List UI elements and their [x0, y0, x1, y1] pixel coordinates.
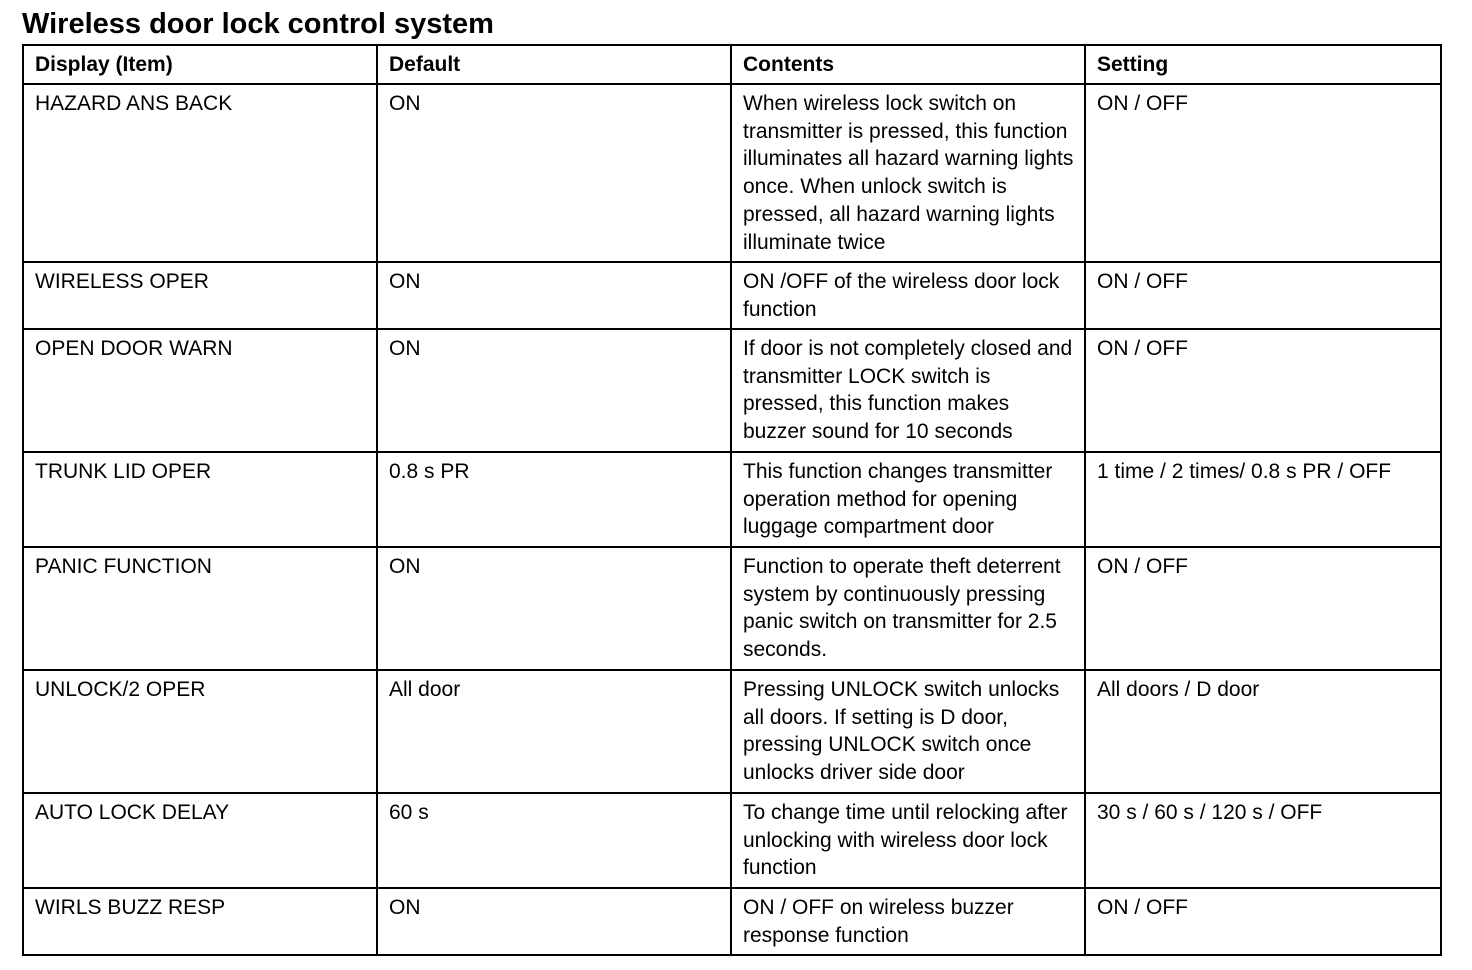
cell-setting: All doors / D door [1085, 670, 1441, 793]
header-default: Default [377, 45, 731, 84]
cell-item: WIRELESS OPER [23, 262, 377, 329]
cell-contents: If door is not completely closed and transmitter LOCK switch is pressed, this function makes buzzer sound for 10 seconds [731, 329, 1085, 452]
cell-default: ON [377, 547, 731, 670]
cell-contents: ON / OFF on wireless buzzer response function [731, 888, 1085, 955]
cell-item: PANIC FUNCTION [23, 547, 377, 670]
table-row [23, 670, 1441, 793]
cell-setting: 1 time / 2 times/ 0.8 s PR / OFF [1085, 452, 1441, 547]
cell-contents: To change time until relocking after unlocking with wireless door lock function [731, 793, 1085, 888]
header-setting: Setting [1085, 45, 1441, 84]
cell-default: 0.8 s PR [377, 452, 731, 547]
cell-default: ON [377, 84, 731, 262]
cell-contents: ON /OFF of the wireless door lock function [731, 262, 1085, 329]
cell-item: UNLOCK/2 OPER [23, 670, 377, 793]
cell-setting: ON / OFF [1085, 329, 1441, 452]
table-row [23, 329, 1441, 452]
cell-contents: This function changes transmitter operation method for opening luggage compartment door [731, 452, 1085, 547]
cell-contents: When wireless lock switch on transmitter is pressed, this function illuminates all hazard warning lights once. When unlock switch is pressed, all hazard warning lights illuminate twice [731, 84, 1085, 262]
cell-item: TRUNK LID OPER [23, 452, 377, 547]
table-row [23, 547, 1441, 670]
header-display-item: Display (Item) [23, 45, 377, 84]
cell-item: AUTO LOCK DELAY [23, 793, 377, 888]
cell-setting: ON / OFF [1085, 262, 1441, 329]
table-row [23, 84, 1441, 262]
cell-setting: 30 s / 60 s / 120 s / OFF [1085, 793, 1441, 888]
cell-default: All door [377, 670, 731, 793]
cell-default: ON [377, 262, 731, 329]
table-row [23, 262, 1441, 329]
cell-setting: ON / OFF [1085, 547, 1441, 670]
table-row [23, 793, 1441, 888]
cell-default: 60 s [377, 793, 731, 888]
settings-table [22, 44, 1442, 956]
cell-setting: ON / OFF [1085, 888, 1441, 955]
cell-contents: Function to operate theft deterrent system by continuously pressing panic switch on transmitter for 2.5 seconds. [731, 547, 1085, 670]
table-header-row [23, 45, 1441, 84]
cell-default: ON [377, 329, 731, 452]
header-contents: Contents [731, 45, 1085, 84]
page-title: Wireless door lock control system [22, 8, 494, 40]
cell-default: ON [377, 888, 731, 955]
table-row [23, 888, 1441, 955]
cell-item: OPEN DOOR WARN [23, 329, 377, 452]
cell-item: HAZARD ANS BACK [23, 84, 377, 262]
cell-contents: Pressing UNLOCK switch unlocks all doors. If setting is D door, pressing UNLOCK switch once unlocks driver side door [731, 670, 1085, 793]
cell-item: WIRLS BUZZ RESP [23, 888, 377, 955]
cell-setting: ON / OFF [1085, 84, 1441, 262]
table-row [23, 452, 1441, 547]
